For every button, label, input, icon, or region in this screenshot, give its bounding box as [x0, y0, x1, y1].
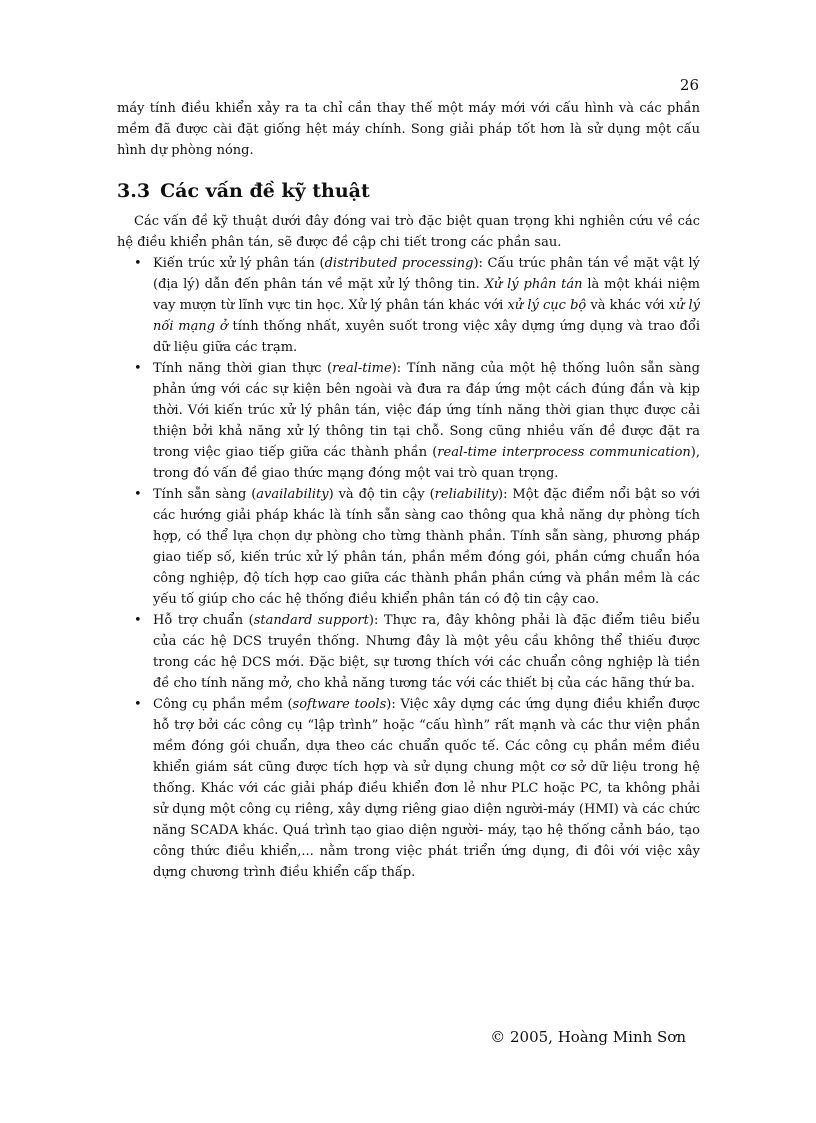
term-xu-ly-noi-mang: xử lý nối mạng ở: [153, 298, 701, 334]
bullet-distributed-processing: • Kiến trúc xử lý phân tán (distributed processing): Cấu trúc phân tán về mặt vật lý (địa lý) dẫn đến phân tán về mặt xử lý thông tin. Xử lý phân tán là một khái niệm vay mượn từ lĩnh vực tin học. Xử lý phân tán khác với xử lý cục bộ và khác với xử lý nối mạng ở tính thống nhất, xuyên suốt trong việc xây dựng ứng dụng và trao đổi dữ liệu giữa các trạm.: [117, 253, 700, 358]
bullet-availability-reliability: • Tính sẵn sàng (availability) và độ tin cậy (reliability): Một đặc điểm nổi bật so với các hướng giải pháp khác là tính sẵn sàng cao thông qua khả năng dự phòng tích hợp, có thể lựa chọn dự phòng cho từng thành phần. Tính sẵn sàng, phương pháp giao tiếp số, kiến trúc xử lý phân tán, phần mềm đóng gói, phần cứng chuẩn hóa công nghiệp, độ tích hợp cao giữa các thành phần phần cứng và phần mềm là các yếu tố giúp cho các hệ thống điều khiển phân tán có độ tin cậy cao.: [117, 484, 700, 610]
term-standard-support: standard support: [253, 613, 369, 628]
bullet-icon: •: [134, 697, 142, 712]
bullet-icon: •: [134, 256, 142, 271]
term-xu-ly-phan-tan: Xử lý phân tán: [484, 277, 583, 292]
term-real-time-ipc: real-time interprocess communication: [437, 445, 691, 460]
term-xu-ly-cuc-bo: xử lý cục bộ: [507, 298, 587, 313]
technical-issues-list: [117, 253, 700, 883]
page-number: 26: [679, 76, 699, 94]
bullet-standard-support: • Hỗ trợ chuẩn (standard support): Thực ra, đây không phải là đặc điểm tiêu biểu của các hệ DCS truyền thống. Nhưng đây là một yêu cầu không thể thiếu được trong các hệ DCS mới. Đặc biệt, sự tương thích với các chuẩn công nghiệp là tiền đề cho tính năng mở, cho khả năng tương tác với các thiết bị của các hãng thứ ba.: [117, 610, 700, 694]
section-title: Các vấn đề kỹ thuật: [160, 180, 370, 202]
term-real-time: real-time: [332, 361, 392, 376]
term-software-tools: software tools: [292, 697, 387, 712]
copyright-footer: © 2005, Hoàng Minh Sơn: [490, 1028, 686, 1046]
intro-paragraph: máy tính điều khiển xảy ra ta chỉ cần thay thế một máy mới với cấu hình và các phần mềm đã được cài đặt giống hệt máy chính. Song giải pháp tốt hơn là sử dụng một cấu hình dự phòng nóng.: [117, 101, 700, 158]
term-reliability: reliability: [434, 487, 499, 502]
page-content: [117, 98, 700, 883]
bullet-icon: •: [134, 613, 142, 628]
section-lead-paragraph: Các vấn đề kỹ thuật dưới đây đóng vai trò đặc biệt quan trọng khi nghiên cứu về các hệ điều khiển phân tán, sẽ được đề cập chi tiết trong các phần sau.: [117, 214, 700, 250]
bullet-icon: •: [134, 361, 142, 376]
section-heading: [117, 179, 700, 203]
bullet-real-time: • Tính năng thời gian thực (real-time): Tính năng của một hệ thống luôn sẵn sàng phản ứng với các sự kiện bên ngoài và đưa ra đáp ứng một cách đúng đắn và kịp thời. Với kiến trúc xử lý phân tán, việc đáp ứng tính năng thời gian thực được cải thiện bởi khả năng xử lý thông tin tại chỗ. Song cũng nhiều vấn đề được đặt ra trong việc giao tiếp giữa các thành phần (real-time interprocess communication), trong đó vấn đề giao thức mạng đóng một vai trò quan trọng.: [117, 358, 700, 484]
bullet-icon: •: [134, 487, 142, 502]
term-availability: availability: [256, 487, 329, 502]
term-distributed-processing: distributed processing: [324, 256, 474, 271]
section-number: 3.3: [117, 180, 151, 202]
bullet-software-tools: • Công cụ phần mềm (software tools): Việc xây dựng các ứng dụng điều khiển được hỗ trợ bởi các công cụ “lập trình” hoặc “cấu hình” rất mạnh và các thư viện phần mềm đóng gói chuẩn, dựa theo các chuẩn quốc tế. Các công cụ phần mềm điều khiển giám sát cũng được tích hợp và sử dụng chung một cơ sở dữ liệu trong hệ thống. Khác với các giải pháp điều khiển đơn lẻ như PLC hoặc PC, ta không phải sử dụng một công cụ riêng, xây dựng riêng giao diện người-máy (HMI) và các chức năng SCADA khác. Quá trình tạo giao diện người- máy, tạo hệ thống cảnh báo, tạo công thức điều khiển,... nằm trong việc phát triển ứng dụng, đi đôi với việc xây dựng chương trình điều khiển cấp thấp.: [117, 694, 700, 883]
